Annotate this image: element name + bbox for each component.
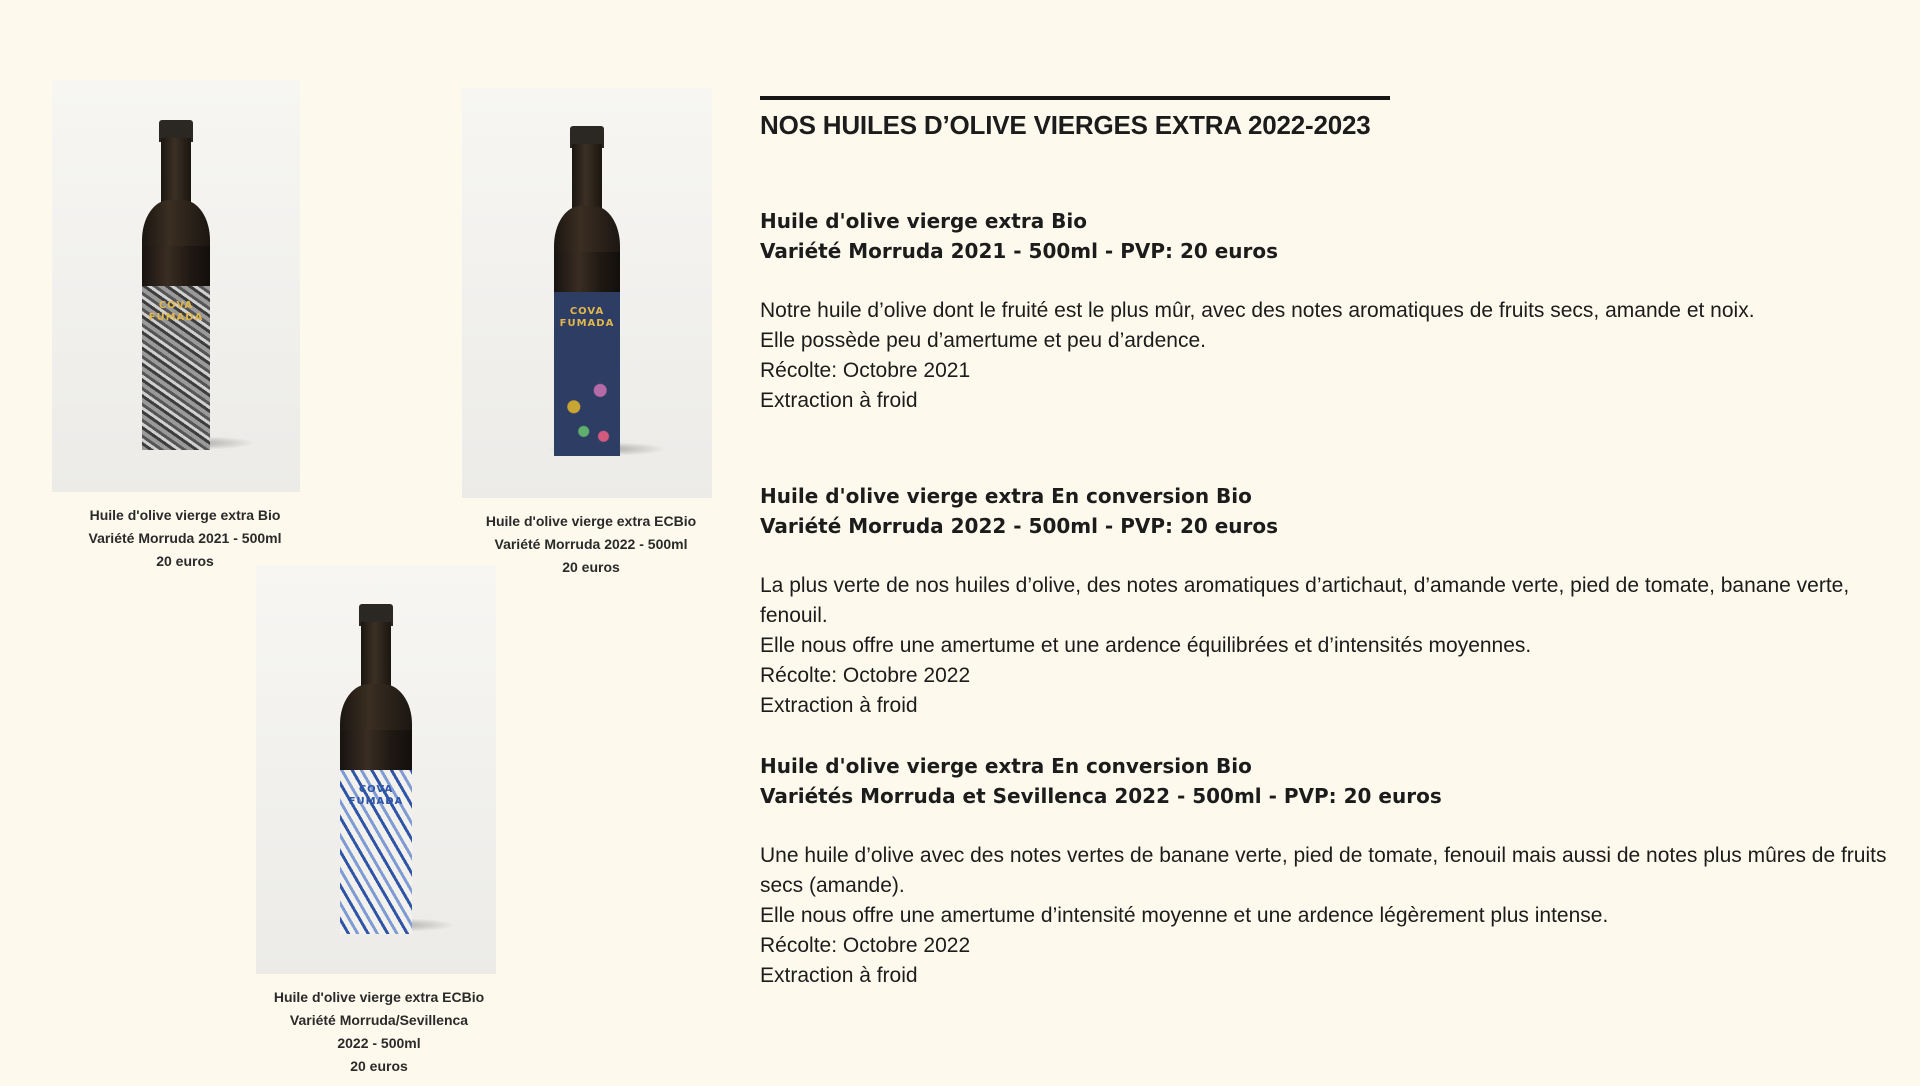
label-brand-text: COVA FUMADA (559, 306, 615, 329)
harvest-date: Récolte: Octobre 2022 (760, 664, 971, 687)
description-line: Elle nous offre une amertume d’intensité moyenne et une ardence légèrement plus intense. (760, 904, 1609, 927)
caption-price: 20 euros (156, 553, 214, 569)
caption-variety: Variété Morruda 2021 - 500ml (88, 530, 282, 546)
caption-name: Huile d'olive vierge extra Bio (89, 507, 281, 523)
product-photo[interactable] (256, 566, 496, 974)
oil-variety-price: Variété Morruda 2021 - 500ml - PVP: 20 euros (760, 239, 1279, 263)
product-caption (246, 986, 512, 1078)
harvest-date: Récolte: Octobre 2022 (760, 934, 971, 957)
oil-name: Huile d'olive vierge extra En conversion Bio (760, 484, 1252, 508)
oil-variety-price: Variétés Morruda et Sevillenca 2022 - 500ml - PVP: 20 euros (760, 784, 1442, 808)
product-card-morruda-2021[interactable] (52, 80, 300, 573)
product-card-morruda-2022[interactable] (462, 88, 712, 579)
olive-oil-bottle (340, 604, 412, 930)
description-line: La plus verte de nos huiles d’olive, des notes aromatiques d’artichaut, d’amande verte, pied de tomate, banane verte, fenouil. (760, 574, 1850, 627)
description-line: Elle possède peu d’amertume et peu d’ardence. (760, 329, 1206, 352)
oil-name: Huile d'olive vierge extra En conversion Bio (760, 754, 1252, 778)
caption-name: Huile d'olive vierge extra ECBio (485, 513, 697, 529)
caption-name: Huile d'olive vierge extra ECBio (273, 989, 485, 1005)
description-line: Une huile d’olive avec des notes vertes de banane verte, pied de tomate, fenouil mais aussi de notes plus mûres de fruits secs (amande). (760, 844, 1887, 897)
description-line: Notre huile d’olive dont le fruité est le plus mûr, avec des notes aromatiques de fruits secs, amande et noix. (760, 299, 1755, 322)
harvest-date: Récolte: Octobre 2021 (760, 359, 971, 382)
caption-price: 20 euros (562, 559, 620, 575)
description-line: Elle nous offre une amertume et une ardence équilibrées et d’intensités moyennes. (760, 634, 1532, 657)
product-caption (458, 510, 724, 579)
extraction-method: Extraction à froid (760, 389, 918, 412)
label-brand-text: COVA FUMADA (148, 300, 204, 323)
caption-variety: Variété Morruda/Sevillenca (289, 1012, 469, 1028)
label-brand-text: COVA FUMADA (348, 784, 404, 807)
caption-price: 20 euros (350, 1058, 408, 1074)
bottle-label (554, 292, 620, 456)
oil-description (760, 841, 1920, 991)
product-photo[interactable] (462, 88, 712, 498)
bottle-label (340, 770, 412, 934)
oil-entry-3 (760, 751, 1920, 991)
title-rule (760, 96, 1390, 100)
oil-description (760, 571, 1920, 721)
olive-oil-bottle (142, 120, 210, 446)
product-caption (52, 504, 318, 573)
caption-vintage: 2022 - 500ml (337, 1035, 421, 1051)
oils-section (760, 96, 1910, 987)
product-photo[interactable] (52, 80, 300, 492)
bottle-label (142, 286, 210, 450)
oil-entry-2 (760, 481, 1920, 721)
oil-variety-price: Variété Morruda 2022 - 500ml - PVP: 20 euros (760, 514, 1279, 538)
oil-name: Huile d'olive vierge extra Bio (760, 209, 1088, 233)
oil-entry-1 (760, 206, 1920, 416)
oil-description (760, 296, 1920, 416)
extraction-method: Extraction à froid (760, 694, 918, 717)
olive-oil-bottle (554, 126, 620, 452)
caption-variety: Variété Morruda 2022 - 500ml (494, 536, 688, 552)
page-title: NOS HUILES D’OLIVE VIERGES EXTRA 2022-2023 (760, 110, 1371, 140)
product-card-morruda-sevillenca-2022[interactable] (256, 566, 496, 1078)
extraction-method: Extraction à froid (760, 964, 918, 987)
